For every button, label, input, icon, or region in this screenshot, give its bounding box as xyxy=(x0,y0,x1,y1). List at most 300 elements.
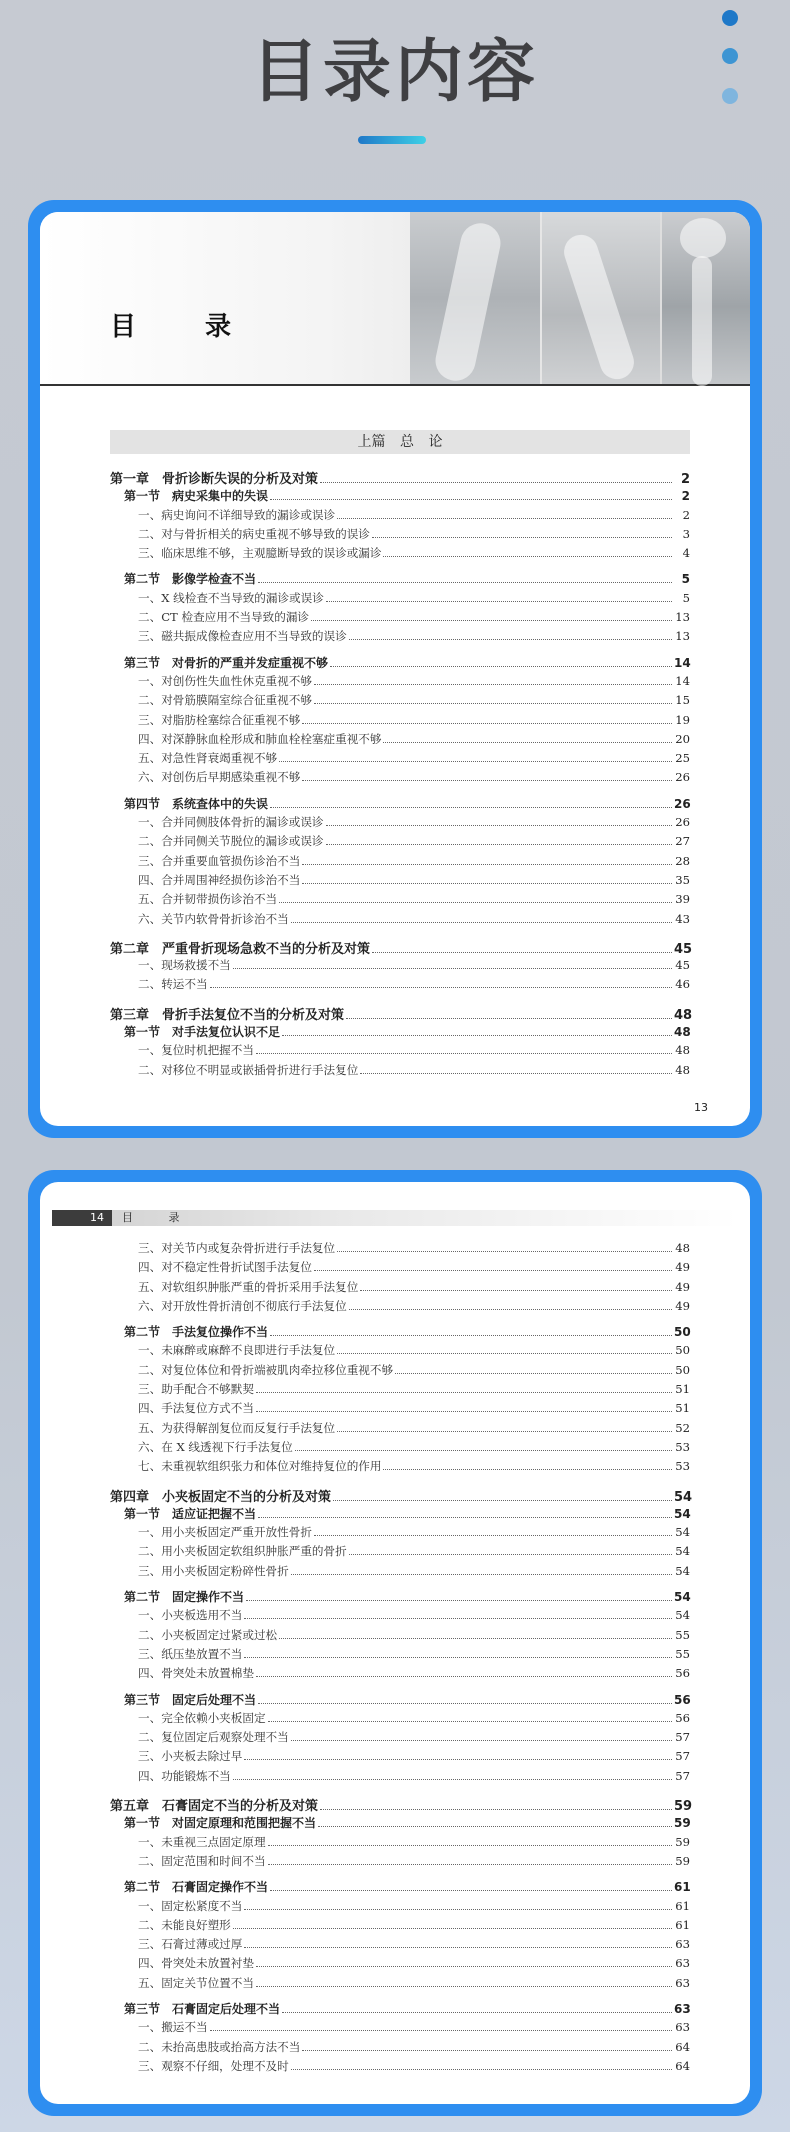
toc-section xyxy=(110,1814,690,1833)
dot-leader xyxy=(279,761,672,762)
dot-leader xyxy=(256,1966,672,1967)
dot-leader xyxy=(233,1779,672,1780)
toc-entry-title: 二、对复位体位和骨折端被肌肉牵拉移位重视不够 xyxy=(138,1362,394,1377)
toc-entry-page: 13 xyxy=(675,629,690,644)
toc-item xyxy=(110,750,690,769)
toc-chapter xyxy=(110,1795,693,1815)
toc-entry-page: 14 xyxy=(674,655,691,670)
toc-entry-page: 51 xyxy=(675,1382,690,1397)
toc-entry-title: 一、复位时机把握不当 xyxy=(138,1043,254,1058)
dot-leader xyxy=(295,1450,672,1451)
dot-leader xyxy=(291,1740,672,1741)
toc-item xyxy=(110,692,690,711)
dot-leader xyxy=(302,864,672,865)
toc-entry-title: 一、用小夹板固定严重开放性骨折 xyxy=(138,1525,312,1540)
toc-chapter xyxy=(110,1004,693,1023)
toc-entry-page: 5 xyxy=(681,572,690,587)
toc-entry-title: 四、骨突处未放置棉垫 xyxy=(138,1666,254,1681)
dot-leader xyxy=(311,620,672,621)
toc-entry-page: 55 xyxy=(675,1646,690,1661)
page-card-14 xyxy=(28,1170,762,2116)
dot-leader xyxy=(282,1035,672,1036)
toc-item xyxy=(110,1768,690,1787)
toc-entry-title: 第二节 固定操作不当 xyxy=(124,1590,245,1605)
running-head-label: 目 录 xyxy=(122,1211,196,1224)
toc-entry-page: 55 xyxy=(675,1627,690,1642)
toc-entry-title: 二、对与骨折相关的病史重视不够导致的误诊 xyxy=(138,526,370,541)
toc-entry-page: 50 xyxy=(675,1343,690,1358)
dot-leader xyxy=(244,1657,672,1658)
toc-entry-page: 3 xyxy=(682,526,690,541)
toc-entry-page: 57 xyxy=(675,1730,690,1745)
dot-leader xyxy=(268,1864,672,1865)
toc-chapter xyxy=(110,468,690,487)
toc-item xyxy=(110,545,690,564)
toc-entry-title: 四、对深静脉血栓形成和肺血栓栓塞症重视不够 xyxy=(138,731,382,746)
toc-entry-page: 54 xyxy=(675,1563,690,1578)
xray-image xyxy=(542,212,660,384)
toc-item xyxy=(110,628,690,647)
toc-entry-page: 54 xyxy=(675,1544,690,1559)
dot-leader xyxy=(320,1809,672,1810)
toc-section xyxy=(110,2000,690,2019)
toc-item xyxy=(110,1458,690,1477)
dot-leader xyxy=(210,987,672,988)
toc-item xyxy=(110,1627,690,1646)
toc-entry-page: 27 xyxy=(675,834,690,849)
toc-item xyxy=(110,526,690,545)
dot-leader xyxy=(333,1500,672,1501)
toc-entry-page: 56 xyxy=(675,1666,690,1681)
toc-entry-title: 五、固定关节位置不当 xyxy=(138,1975,254,1990)
xray-image xyxy=(410,212,540,384)
contents-header-banner xyxy=(40,212,750,386)
toc-item xyxy=(110,1042,690,1061)
toc-entry-page: 49 xyxy=(675,1298,690,1313)
toc-entry-page: 61 xyxy=(674,1880,691,1895)
toc-section xyxy=(110,1588,690,1607)
dot-leader xyxy=(326,844,672,845)
toc-entry-page: 61 xyxy=(675,1898,690,1913)
toc-entry-page: 26 xyxy=(674,796,691,811)
title-underline xyxy=(358,136,426,144)
toc-entry-page: 54 xyxy=(674,1506,691,1521)
dot-leader xyxy=(314,684,672,685)
toc-entry-title: 一、固定松紧度不当 xyxy=(138,1898,243,1913)
dot-leader xyxy=(282,2012,672,2013)
toc-entry-page: 43 xyxy=(675,911,690,926)
toc-entry-title: 一、小夹板选用不当 xyxy=(138,1608,243,1623)
dot-leader xyxy=(291,2069,672,2070)
page-number: 13 xyxy=(694,1101,708,1114)
toc-item xyxy=(110,2058,690,2077)
toc-entry-title: 六、关节内软骨骨折诊治不当 xyxy=(138,911,289,926)
toc-item xyxy=(110,976,690,995)
toc-entry-title: 第一节 对手法复位认识不足 xyxy=(124,1025,281,1040)
toc-entry-title: 二、CT 检查应用不当导致的漏诊 xyxy=(138,610,310,625)
toc-entry-title: 第一章 骨折诊断失误的分析及对策 xyxy=(110,472,319,487)
dot-leader xyxy=(244,1909,672,1910)
dot-leader xyxy=(291,1574,672,1575)
toc-entry-title: 三、石膏过薄或过厚 xyxy=(138,1937,243,1952)
toc-entry-title: 一、搬运不当 xyxy=(138,2020,208,2035)
dot-leader xyxy=(268,1845,672,1846)
toc-item xyxy=(110,1834,690,1853)
toc-item xyxy=(110,2039,690,2058)
toc-entry-page: 26 xyxy=(675,770,690,785)
toc-entry-title: 第四节 系统查体中的失误 xyxy=(124,796,269,811)
dot-leader xyxy=(246,1600,672,1601)
toc-entry-title: 四、对不稳定性骨折试图手法复位 xyxy=(138,1260,312,1275)
toc-item xyxy=(110,1975,690,1994)
dot-leader xyxy=(326,825,672,826)
toc-chapter xyxy=(110,1486,693,1505)
toc-entry-title: 三、纸压垫放置不当 xyxy=(138,1646,243,1661)
toc-item xyxy=(110,1710,690,1729)
toc-section xyxy=(110,654,690,673)
toc-entry-title: 二、未抬高患肢或抬高方法不当 xyxy=(138,2039,301,2054)
toc-item xyxy=(110,1279,690,1298)
toc-section xyxy=(110,1691,690,1710)
toc-entry-title: 六、在 X 线透视下行手法复位 xyxy=(138,1439,293,1454)
toc-entry-page: 28 xyxy=(675,853,690,868)
toc-entry-page: 48 xyxy=(675,1043,690,1058)
toc-entry-page: 56 xyxy=(675,1710,690,1725)
toc-entry-page: 54 xyxy=(674,1489,693,1505)
toc-item xyxy=(110,1607,690,1626)
toc-item xyxy=(110,1729,690,1748)
dot-leader xyxy=(360,1290,672,1291)
dot-leader xyxy=(372,537,672,538)
toc-entry-title: 第一节 对固定原理和范围把握不当 xyxy=(124,1816,317,1831)
toc-entry-title: 三、小夹板去除过早 xyxy=(138,1749,243,1764)
toc-entry-title: 一、合并同侧肢体骨折的漏诊或误诊 xyxy=(138,815,324,830)
dot-leader xyxy=(258,1703,672,1704)
toc-entry-title: 第三节 石膏固定后处理不当 xyxy=(124,2001,281,2016)
decor-dot xyxy=(722,88,738,104)
toc-entry-page: 48 xyxy=(674,1025,691,1040)
toc-item xyxy=(110,1917,690,1936)
toc-item xyxy=(110,872,690,891)
toc-entry-page: 64 xyxy=(675,2058,690,2073)
toc-entry-title: 二、用小夹板固定软组织肿胀严重的骨折 xyxy=(138,1544,347,1559)
dot-leader xyxy=(372,952,672,953)
toc-entry-page: 15 xyxy=(675,693,690,708)
toc-entry-title: 二、转运不当 xyxy=(138,977,208,992)
toc-item xyxy=(110,814,690,833)
toc-entry-title: 三、对脂肪栓塞综合征重视不够 xyxy=(138,712,301,727)
page-sheet xyxy=(40,1182,750,2104)
toc-item xyxy=(110,891,690,910)
toc-entry-page: 59 xyxy=(675,1834,690,1849)
toc-entry-page: 53 xyxy=(675,1459,690,1474)
toc-entry-title: 四、功能锻炼不当 xyxy=(138,1768,231,1783)
toc-entry-title: 第三节 固定后处理不当 xyxy=(124,1692,257,1707)
toc-entry-page: 59 xyxy=(674,1816,691,1831)
toc-item xyxy=(110,1259,690,1278)
toc-entry-title: 三、临床思维不够，主观臆断导致的误诊或漏诊 xyxy=(138,546,382,561)
dot-leader xyxy=(258,582,672,583)
dot-leader xyxy=(337,1431,672,1432)
dot-leader xyxy=(291,922,672,923)
toc-entry-page: 14 xyxy=(675,673,690,688)
running-head xyxy=(52,1210,738,1226)
dot-leader xyxy=(337,1353,672,1354)
dot-leader xyxy=(233,1928,672,1929)
toc-item xyxy=(110,1342,690,1361)
dot-leader xyxy=(302,883,672,884)
dot-leader xyxy=(314,703,672,704)
toc-item xyxy=(110,1936,690,1955)
toc-entry-title: 第二章 严重骨折现场急救不当的分析及对策 xyxy=(110,941,371,957)
toc-section xyxy=(110,1323,690,1342)
toc-entry-page: 56 xyxy=(674,1692,691,1707)
toc-entry-title: 四、骨突处未放置衬垫 xyxy=(138,1956,254,1971)
toc-entry-title: 七、未重视软组织张力和体位对维持复位的作用 xyxy=(138,1459,382,1474)
toc-entry-page: 52 xyxy=(675,1420,690,1435)
toc-entry-page: 35 xyxy=(675,872,690,887)
toc-entry-title: 第二节 影像学检查不当 xyxy=(124,572,257,587)
dot-leader xyxy=(349,1554,672,1555)
dot-leader xyxy=(320,482,672,483)
toc-entry-page: 49 xyxy=(675,1260,690,1275)
toc-item xyxy=(110,957,690,976)
decor-dot xyxy=(722,48,738,64)
toc-item xyxy=(110,1362,690,1381)
dot-leader xyxy=(326,601,672,602)
toc-entry-title: 第四章 小夹板固定不当的分析及对策 xyxy=(110,1489,332,1505)
toc-section xyxy=(110,1023,690,1042)
dot-leader xyxy=(383,742,672,743)
toc-entry-title: 三、助手配合不够默契 xyxy=(138,1382,254,1397)
toc-entry-title: 一、病史询问不详细导致的漏诊或误诊 xyxy=(138,507,336,522)
toc-item xyxy=(110,1400,690,1419)
dot-leader xyxy=(256,1676,672,1677)
dot-leader xyxy=(330,666,672,667)
toc-entry-page: 57 xyxy=(675,1749,690,1764)
toc-entry-title: 二、对移位不明显或嵌插骨折进行手法复位 xyxy=(138,1062,359,1077)
dot-leader xyxy=(395,1373,672,1374)
toc-entry-title: 四、合并周围神经损伤诊治不当 xyxy=(138,872,301,887)
toc-entry-page: 50 xyxy=(674,1325,691,1340)
toc-entry-page: 13 xyxy=(675,610,690,625)
toc-entry-title: 第一节 病史采集中的失误 xyxy=(124,489,269,504)
toc-item xyxy=(110,609,690,628)
toc-entry-title: 三、用小夹板固定粉碎性骨折 xyxy=(138,1563,289,1578)
toc-entry-title: 第三章 骨折手法复位不当的分析及对策 xyxy=(110,1007,345,1023)
dot-leader xyxy=(349,639,672,640)
toc-item xyxy=(110,911,690,930)
toc-item xyxy=(110,1898,690,1917)
toc-section xyxy=(110,1505,690,1524)
toc-section xyxy=(110,795,690,814)
decor-dot xyxy=(722,10,738,26)
toc-entry-page: 54 xyxy=(674,1590,691,1605)
toc-item xyxy=(110,1298,690,1317)
toc-entry-title: 二、未能良好塑形 xyxy=(138,1917,231,1932)
dot-leader xyxy=(302,723,672,724)
toc-entry-title: 一、未麻醉或麻醉不良即进行手法复位 xyxy=(138,1343,336,1358)
toc-entry-page: 2 xyxy=(682,507,690,522)
toc-entry-page: 50 xyxy=(675,1362,690,1377)
toc-item xyxy=(110,1062,690,1081)
toc-item xyxy=(110,1543,690,1562)
toc-item xyxy=(110,731,690,750)
toc-entry-page: 45 xyxy=(675,958,690,973)
toc-section xyxy=(110,570,690,589)
dot-leader xyxy=(314,1535,672,1536)
toc-entry-page: 20 xyxy=(675,731,690,746)
toc-item xyxy=(110,1853,690,1872)
toc-entry-page: 63 xyxy=(675,2020,690,2035)
dot-leader xyxy=(270,499,672,500)
toc-entry-page: 51 xyxy=(675,1401,690,1416)
dot-leader xyxy=(346,1018,672,1019)
toc-entry-title: 三、磁共振成像检查应用不当导致的误诊 xyxy=(138,629,347,644)
toc-entry-page: 59 xyxy=(674,1799,693,1815)
toc-item xyxy=(110,507,690,526)
toc-item xyxy=(110,1381,690,1400)
toc-entry-page: 25 xyxy=(675,751,690,766)
toc-item xyxy=(110,1240,690,1259)
toc-entry-title: 五、对软组织肿胀严重的骨折采用手法复位 xyxy=(138,1279,359,1294)
toc-entry-page: 61 xyxy=(675,1917,690,1932)
dot-leader xyxy=(279,1638,672,1639)
toc-entry-page: 63 xyxy=(675,1975,690,1990)
toc-item xyxy=(110,1524,690,1543)
toc-item xyxy=(110,673,690,692)
toc-entry-title: 第三节 对骨折的严重并发症重视不够 xyxy=(124,655,329,670)
toc-entry-page: 63 xyxy=(674,2001,691,2016)
toc-item xyxy=(110,1665,690,1684)
dot-leader xyxy=(256,1053,672,1054)
dot-leader xyxy=(318,1826,672,1827)
toc-entry-title: 第五章 石膏固定不当的分析及对策 xyxy=(110,1799,319,1815)
toc-entry-page: 49 xyxy=(675,1279,690,1294)
dot-leader xyxy=(383,1469,672,1470)
dot-leader xyxy=(256,1411,672,1412)
dot-leader xyxy=(244,1759,672,1760)
page-card-13 xyxy=(28,200,762,1138)
toc-entry-page: 63 xyxy=(675,1937,690,1952)
toc-entry-page: 2 xyxy=(680,472,690,487)
dot-leader xyxy=(279,902,672,903)
banner-title: 目录内容 xyxy=(250,33,539,112)
toc-entry-title: 三、合并重要血管损伤诊治不当 xyxy=(138,853,301,868)
toc-entry-title: 四、手法复位方式不当 xyxy=(138,1401,254,1416)
toc-item xyxy=(110,853,690,872)
toc-entry-page: 48 xyxy=(674,1007,693,1023)
toc-entry-title: 二、对骨筋膜隔室综合征重视不够 xyxy=(138,693,312,708)
dot-leader xyxy=(270,1335,672,1336)
dot-leader xyxy=(244,1618,672,1619)
toc-item xyxy=(110,2019,690,2038)
toc-entry-page: 59 xyxy=(675,1853,690,1868)
part-heading: 上篇 总 论 xyxy=(110,430,690,454)
toc-entry-page: 5 xyxy=(682,590,690,605)
dot-leader xyxy=(302,780,672,781)
toc-list xyxy=(110,468,693,1081)
toc-entry-page: 53 xyxy=(675,1439,690,1454)
toc-entry-page: 48 xyxy=(675,1241,690,1255)
contents-title: 目 录 xyxy=(110,312,262,342)
toc-entry-title: 六、对开放性骨折清创不彻底行手法复位 xyxy=(138,1298,347,1313)
toc-entry-page: 54 xyxy=(675,1525,690,1540)
dot-leader xyxy=(258,1517,672,1518)
toc-item xyxy=(110,712,690,731)
toc-item xyxy=(110,1439,690,1458)
toc-entry-title: 第二节 手法复位操作不当 xyxy=(124,1325,269,1340)
toc-entry-page: 39 xyxy=(675,892,690,907)
dot-leader xyxy=(337,1251,672,1252)
dot-leader xyxy=(256,1392,672,1393)
toc-entry-title: 二、复位固定后观察处理不当 xyxy=(138,1730,289,1745)
toc-entry-page: 46 xyxy=(675,977,690,992)
dot-leader xyxy=(314,1270,672,1271)
toc-item xyxy=(110,590,690,609)
toc-entry-title: 三、对关节内或复杂骨折进行手法复位 xyxy=(138,1241,336,1255)
toc-entry-title: 一、对创伤性失血性休克重视不够 xyxy=(138,673,312,688)
dot-leader xyxy=(256,1986,672,1987)
toc-entry-page: 4 xyxy=(682,546,690,561)
running-head-number: 14 xyxy=(52,1210,112,1226)
toc-section xyxy=(110,1878,690,1897)
toc-item xyxy=(110,1563,690,1582)
toc-entry-page: 19 xyxy=(675,712,690,727)
toc-entry-page: 54 xyxy=(675,1608,690,1623)
toc-entry-title: 二、合并同侧关节脱位的漏诊或误诊 xyxy=(138,834,324,849)
dot-leader xyxy=(270,807,672,808)
dot-leader xyxy=(210,2030,672,2031)
toc-entry-title: 二、小夹板固定过紧或过松 xyxy=(138,1627,278,1642)
dot-leader xyxy=(302,2050,672,2051)
toc-entry-page: 64 xyxy=(675,2039,690,2054)
toc-section xyxy=(110,487,690,506)
toc-chapter xyxy=(110,938,693,957)
dot-leader xyxy=(233,968,672,969)
toc-entry-title: 一、现场救援不当 xyxy=(138,958,231,973)
toc-item xyxy=(110,833,690,852)
toc-entry-page: 2 xyxy=(681,489,690,504)
toc-entry-title: 二、固定范围和时间不当 xyxy=(138,1853,266,1868)
dot-leader xyxy=(270,1890,672,1891)
toc-item xyxy=(110,769,690,788)
toc-list xyxy=(110,1240,693,2077)
toc-item xyxy=(110,1420,690,1439)
dot-leader xyxy=(337,518,672,519)
xray-image xyxy=(662,212,750,384)
page-sheet xyxy=(40,212,750,1126)
toc-entry-page: 26 xyxy=(675,815,690,830)
toc-item xyxy=(110,1646,690,1665)
toc-entry-title: 一、完全依赖小夹板固定 xyxy=(138,1710,266,1725)
toc-entry-title: 三、观察不仔细，处理不及时 xyxy=(138,2058,289,2073)
toc-entry-title: 一、X 线检查不当导致的漏诊或误诊 xyxy=(138,590,324,605)
toc-item xyxy=(110,1955,690,1974)
toc-entry-title: 一、未重视三点固定原理 xyxy=(138,1834,266,1849)
dot-leader xyxy=(349,1309,672,1310)
toc-entry-page: 63 xyxy=(675,1956,690,1971)
toc-entry-title: 六、对创伤后早期感染重视不够 xyxy=(138,770,301,785)
toc-item xyxy=(110,1748,690,1767)
toc-entry-title: 五、合并韧带损伤诊治不当 xyxy=(138,892,278,907)
dot-leader xyxy=(383,556,672,557)
toc-entry-title: 五、对急性肾衰竭重视不够 xyxy=(138,751,278,766)
toc-entry-title: 第一节 适应证把握不当 xyxy=(124,1506,257,1521)
dot-leader xyxy=(360,1073,672,1074)
toc-entry-page: 57 xyxy=(675,1768,690,1783)
toc-entry-page: 48 xyxy=(675,1062,690,1077)
